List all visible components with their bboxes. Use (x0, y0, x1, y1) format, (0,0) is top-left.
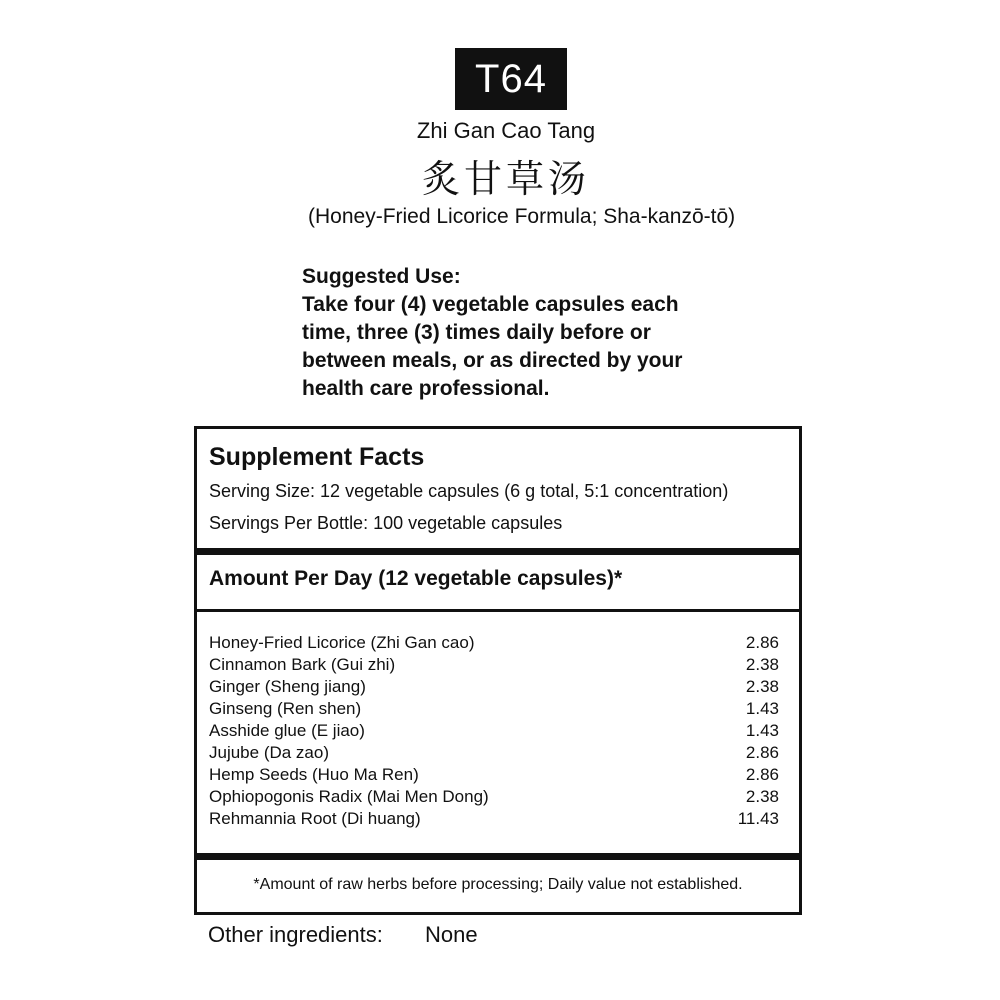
ingredient-name: Honey-Fried Licorice (Zhi Gan cao) (209, 633, 475, 652)
product-code-badge (455, 48, 567, 110)
ingredient-row (209, 720, 779, 742)
divider-thick (197, 853, 799, 860)
suggested-use-line: time, three (3) times daily before or (302, 321, 651, 344)
ingredient-name: Cinnamon Bark (Gui zhi) (209, 655, 396, 674)
suggested-use-heading: Suggested Use: (302, 265, 461, 288)
other-ingredients-label: Other ingredients: (208, 922, 383, 947)
ingredient-amount: 1.43 (745, 699, 779, 718)
ingredient-row (209, 698, 779, 720)
ingredient-row (209, 808, 779, 830)
other-ingredients-value: None (425, 922, 478, 947)
product-name-chinese: 炙甘草汤 (421, 157, 590, 201)
ingredient-amount: 2.38 (745, 655, 779, 674)
divider-thin (197, 609, 799, 612)
ingredient-list (209, 632, 779, 830)
ingredient-row (209, 764, 779, 786)
ingredient-row (209, 676, 779, 698)
supplement-facts-panel (194, 426, 802, 915)
suggested-use-line: Take four (4) vegetable capsules each (302, 293, 679, 316)
ingredient-amount: 2.38 (745, 787, 779, 806)
ingredient-amount: 2.38 (745, 677, 779, 696)
ingredient-name: Ginger (Sheng jiang) (209, 677, 366, 696)
ingredient-row (209, 632, 779, 654)
divider-thick (197, 548, 799, 555)
other-ingredients (208, 922, 478, 948)
serving-size: Serving Size: 12 vegetable capsules (6 g total, 5:1 concentration) (209, 481, 729, 501)
suggested-use-line: health care professional. (302, 377, 550, 400)
ingredient-amount: 11.43 (737, 809, 779, 828)
ingredient-name: Rehmannia Root (Di huang) (209, 809, 421, 828)
ingredient-name: Ophiopogonis Radix (Mai Men Dong) (209, 787, 489, 806)
product-code: T64 (475, 56, 547, 101)
amount-per-day-header: Amount Per Day (12 vegetable capsules)* (209, 567, 623, 590)
ingredient-amount: 2.86 (745, 633, 779, 652)
suggested-use (302, 263, 742, 403)
ingredient-row (209, 742, 779, 764)
ingredient-row (209, 786, 779, 808)
product-alt-names: (Honey-Fried Licorice Formula; Sha-kanzō-tō) (308, 205, 736, 228)
ingredient-amount: 1.43 (745, 721, 779, 740)
ingredient-amount: 2.86 (745, 765, 779, 784)
ingredient-name: Ginseng (Ren shen) (209, 699, 362, 718)
ingredient-name: Jujube (Da zao) (209, 743, 330, 762)
ingredient-name: Hemp Seeds (Huo Ma Ren) (209, 765, 419, 784)
facts-footnote: *Amount of raw herbs before processing; Daily value not established. (253, 876, 743, 893)
ingredient-amount: 2.86 (745, 743, 779, 762)
product-name-english: Zhi Gan Cao Tang (416, 118, 596, 143)
ingredient-name: Asshide glue (E jiao) (209, 721, 365, 740)
facts-title: Supplement Facts (209, 443, 425, 471)
ingredient-row (209, 654, 779, 676)
suggested-use-line: between meals, or as directed by your (302, 349, 683, 372)
servings-per-bottle: Servings Per Bottle: 100 vegetable capsules (209, 513, 563, 533)
